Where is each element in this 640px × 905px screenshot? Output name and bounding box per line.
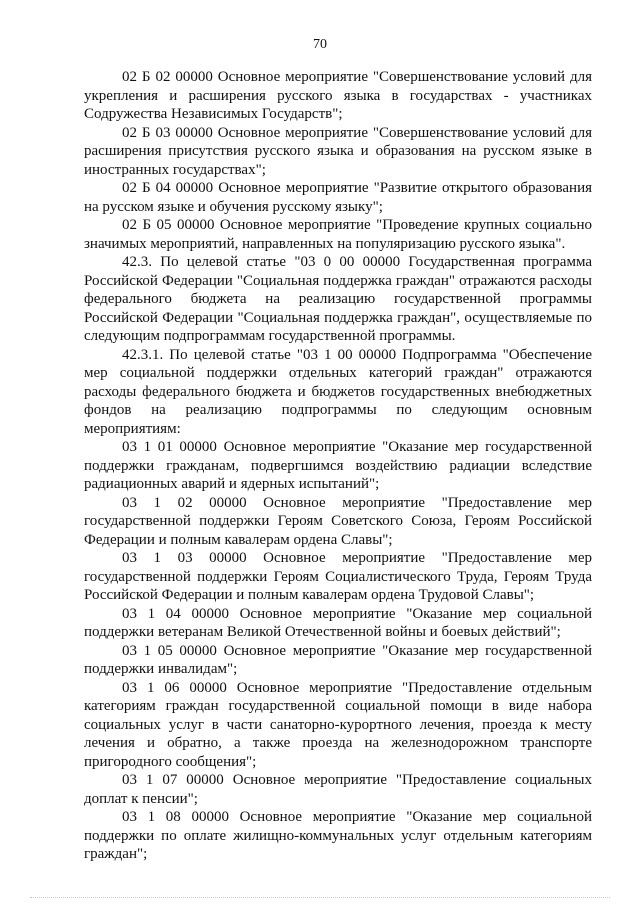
paragraph-02b03: 02 Б 03 00000 Основное мероприятие "Совершенствование условий для расширения присутствия русского языка и образования на русском языке в иностранных государствах"; [84, 124, 592, 178]
paragraph-03106: 03 1 06 00000 Основное мероприятие "Предоставление отдельным категориям граждан государственной социальной помощи в виде набора социальных услуг в части санаторно-курортного лечения, проезда к месту лечения и обратно, а также проезда на железнодорожном транспорте пригородного сообщения"; [84, 679, 592, 770]
paragraph-02b04: 02 Б 04 00000 Основное мероприятие "Развитие открытого образования на русском языке и обучения русскому языку"; [84, 180, 592, 215]
paragraph-03104: 03 1 04 00000 Основное мероприятие "Оказание мер социальной поддержки ветеранам Великой Отечественной войны и боевых действий"; [84, 605, 592, 640]
paragraph-03108: 03 1 08 00000 Основное мероприятие "Оказание мер социальной поддержки по оплате жилищно-коммунальных услуг отдельным категориям граждан"; [84, 809, 592, 862]
paragraph-03105: 03 1 05 00000 Основное мероприятие "Оказание мер государственной поддержки инвалидам"; [84, 642, 592, 677]
paragraph-03107: 03 1 07 00000 Основное мероприятие "Предоставление социальных доплат к пенсии"; [84, 772, 592, 807]
paragraph-section-42-3-1: 42.3.1. По целевой статье "03 1 00 00000 Подпрограмма "Обеспечение мер социальной поддержки отдельных категорий граждан" отражаются расходы федерального бюджета и бюджетов государственных внебюджетных фондов на реализацию подпрограммы по следующим основным мероприятиям: [84, 346, 592, 437]
scan-edge-divider [30, 897, 610, 898]
paragraph-02b02: 02 Б 02 00000 Основное мероприятие "Совершенствование условий для укрепления и расширения русского языка в государствах - участниках Содружества Независимых Государств"; [84, 69, 592, 122]
document-body [84, 68, 592, 864]
paragraph-03101: 03 1 01 00000 Основное мероприятие "Оказание мер государственной поддержки гражданам, подвергшимся воздействию радиации вследствие радиационных аварий и ядерных испытаний"; [84, 439, 592, 492]
paragraph-section-42-3: 42.3. По целевой статье "03 0 00 00000 Государственная программа Российской Федерации "Социальная поддержка граждан" отражаются расходы федерального бюджета на реализацию государственной программы Российской Федерации "Социальная поддержка граждан", осуществляемые по следующим подпрограммам государственной программы. [84, 254, 592, 344]
paragraph-03103: 03 1 03 00000 Основное мероприятие "Предоставление мер государственной поддержки Героям Социалистического Труда, Героям Труда Российской Федерации и полным кавалерам ордена Трудовой Славы"; [84, 550, 592, 603]
paragraph-02b05: 02 Б 05 00000 Основное мероприятие "Проведение крупных социально значимых мероприятий, направленных на популяризацию русского языка". [84, 217, 592, 252]
page-number: 70 [313, 37, 327, 52]
paragraph-03102: 03 1 02 00000 Основное мероприятие "Предоставление мер государственной поддержки Героям Советского Союза, Героям Российской Федерации и полным кавалерам ордена Славы"; [84, 494, 592, 548]
